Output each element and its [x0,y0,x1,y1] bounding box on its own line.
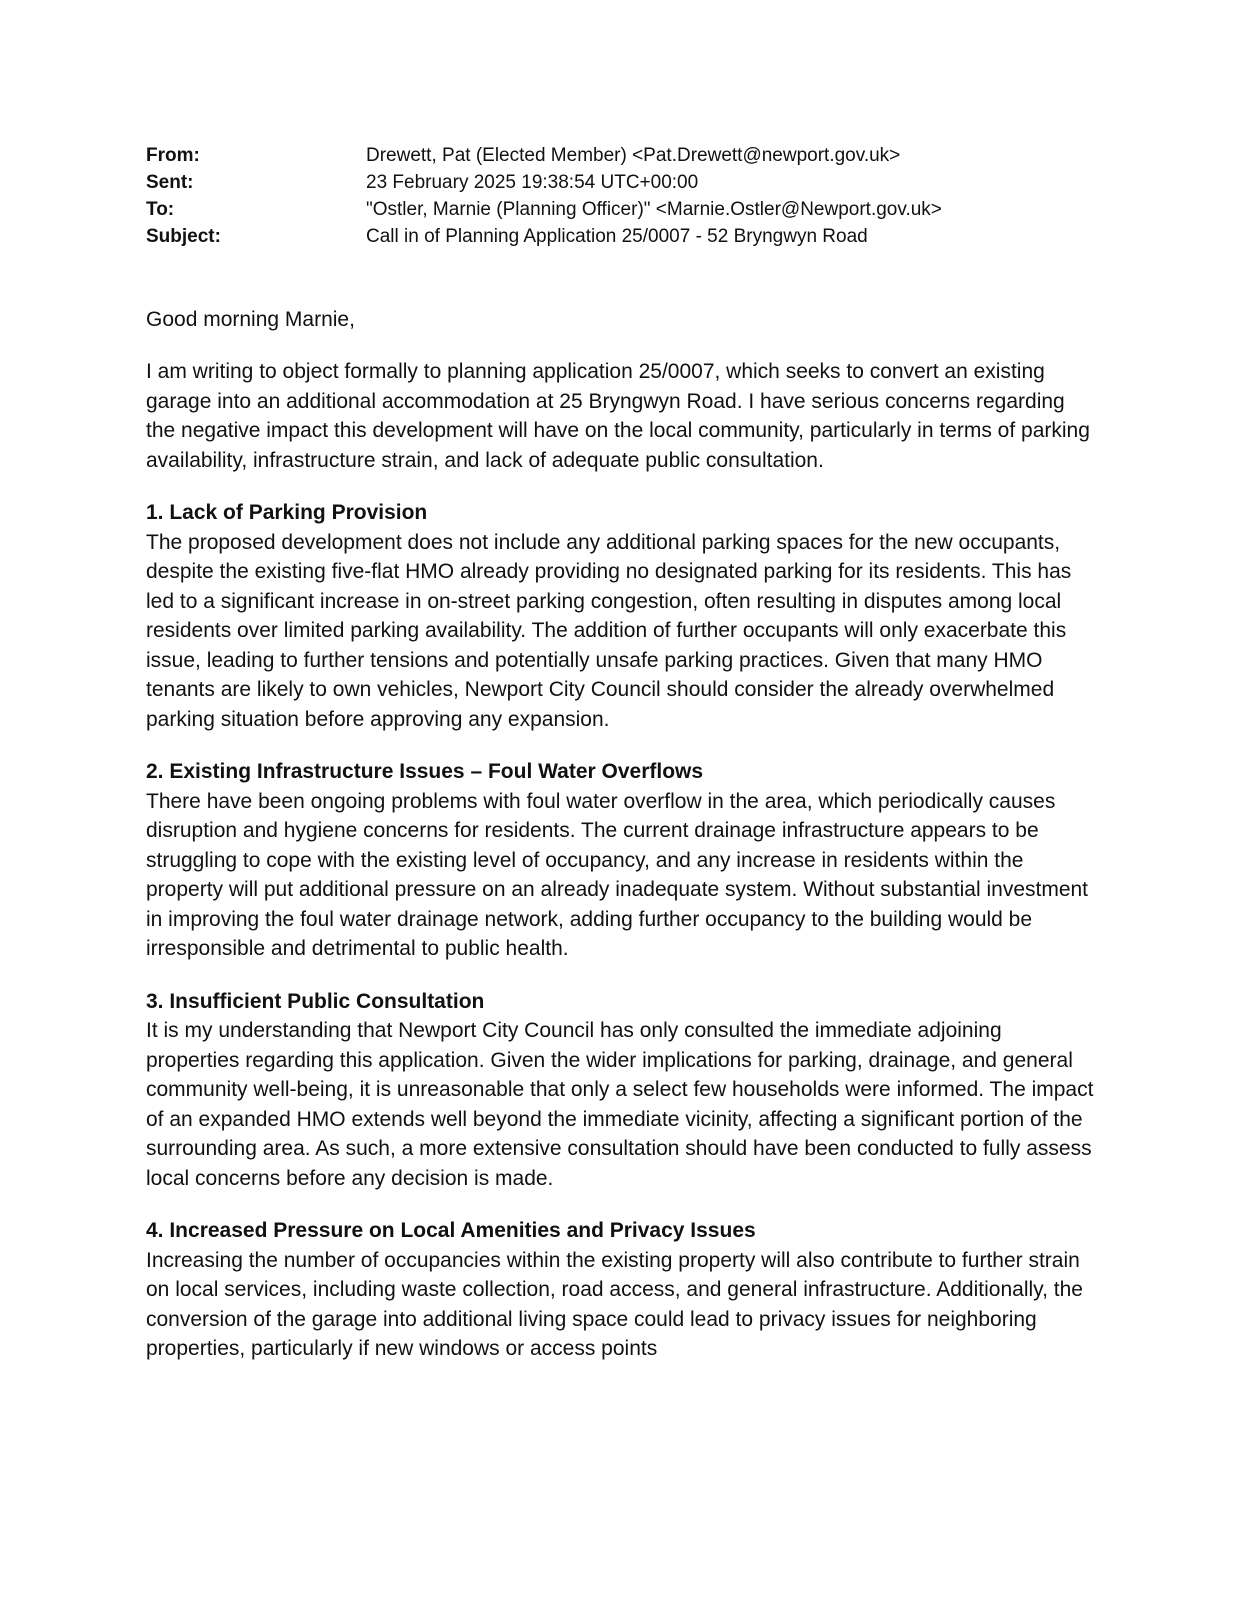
section-body: The proposed development does not include any additional parking spaces for the new occupants, despite the existing five-flat HMO already providing no designated parking for its residents. This has led to a significant increase in on-street parking congestion, often resulting in disputes among local residents over limited parking availability. The addition of further occupants will only exacerbate this issue, leading to further tensions and potentially unsafe parking practices. Given that many HMO tenants are likely to own vehicles, Newport City Council should consider the already overwhelmed parking situation before approving any expansion. [146,530,1072,731]
section-consultation [146,987,1096,1194]
section-heading: 3. Insufficient Public Consultation [146,989,485,1013]
section-heading: 4. Increased Pressure on Local Amenities and Privacy Issues [146,1219,756,1242]
from-label: From: [146,145,200,166]
email-header [146,144,1096,249]
section-body: It is my understanding that Newport City Council has only consulted the immediate adjoining properties regarding this application. Given the wider implications for parking, drainage, and general community well-being, it is unreasonable that only a select few households were informed. The impact of an expanded HMO extends well beyond the immediate vicinity, affecting a significant portion of the surrounding area. As such, a more extensive consultation should have been conducted to fully assess local concerns before any decision is made. [146,1019,1094,1190]
sent-label: Sent: [146,172,194,193]
to-value: "Ostler, Marnie (Planning Officer)" <Marnie.Ostler@Newport.gov.uk> [366,199,942,220]
email-document [146,144,1096,1364]
greeting: Good morning Marnie, [146,308,355,331]
intro-paragraph: I am writing to object formally to planning application 25/0007, which seeks to convert an existing garage into an additional accommodation at 25 Bryngwyn Road. I have serious concerns regarding the negative impact this development will have on the local community, particularly in terms of parking availability, infrastructure strain, and lack of adequate public consultation. [146,360,1090,472]
section-heading: 1. Lack of Parking Provision [146,501,428,524]
section-amenities-privacy [146,1216,1096,1364]
section-parking [146,498,1096,734]
section-infrastructure [146,757,1096,964]
from-value: Drewett, Pat (Elected Member) <Pat.Drewett@newport.gov.uk> [366,145,901,166]
subject-value: Call in of Planning Application 25/0007 - 52 Bryngwyn Road [366,226,868,247]
sent-value: 23 February 2025 19:38:54 UTC+00:00 [366,172,699,193]
to-label: To: [146,199,175,220]
subject-label: Subject: [146,226,221,247]
section-heading: 2. Existing Infrastructure Issues – Foul Water Overflows [146,760,704,783]
section-body: There have been ongoing problems with foul water overflow in the area, which periodically causes disruption and hygiene concerns for residents. The current drainage infrastructure appears to be struggling to cope with the existing level of occupancy, and any increase in residents within the property will put additional pressure on an already inadequate system. Without substantial investment in improving the foul water drainage network, adding further occupancy to the building would be irresponsible and detrimental to public health. [146,789,1089,960]
section-body: Increasing the number of occupancies within the existing property will also contribute to further strain on local services, including waste collection, road access, and general infrastructure. Additionally, the conversion of the garage into additional living space could lead to privacy issues for neighboring properties, particularly if new windows or access points [146,1248,1083,1360]
